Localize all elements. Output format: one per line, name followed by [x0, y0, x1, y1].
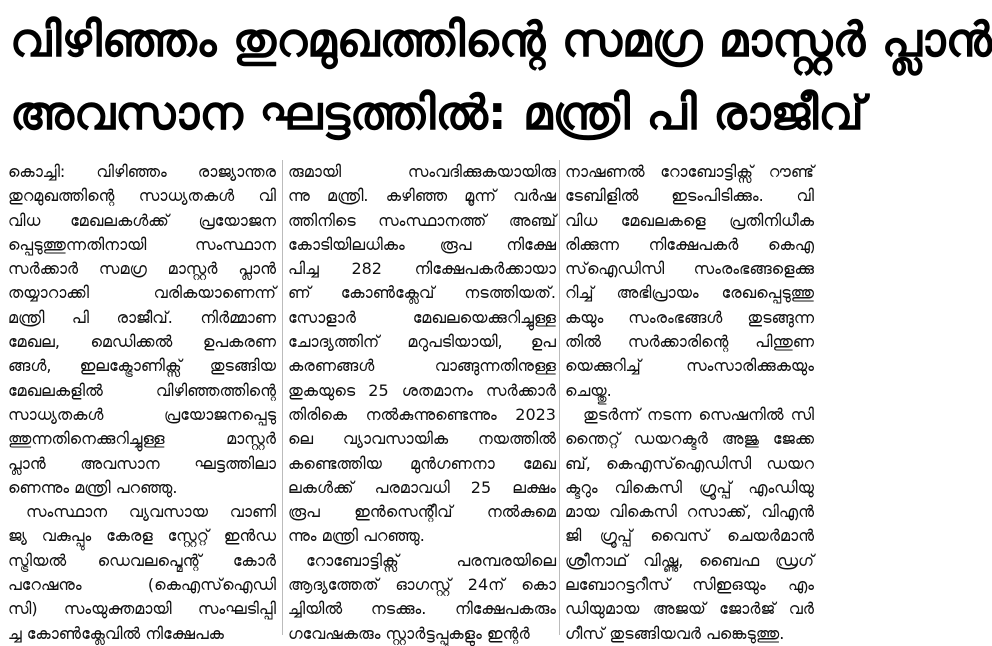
article-text-line: ക്ടറും വികെസി ഗ്രൂപ്പ് എംഡിയു: [565, 477, 814, 497]
article-text-line: തിരികെ നൽകുന്നുണ്ടെന്നും 2023: [288, 404, 556, 424]
article-text-line: ന്നു മന്ത്രി. കഴിഞ്ഞ മൂന്ന് വർഷ: [288, 186, 556, 206]
article-text-line: ത്തുന്നതിനെക്കുറിച്ചുള്ള മാസ്റ്റർ: [8, 429, 276, 449]
article-text-line: റിച്ച് അഭിപ്രായം രേഖപ്പെടുത്തു: [565, 283, 814, 303]
article-text-line: കരണങ്ങൾ വാങ്ങുന്നതിനുള്ള: [288, 356, 556, 376]
article-text-line: നാഷണൽ റോബോട്ടിക്സ് റൗണ്ട്: [565, 162, 814, 181]
article-text-line: പറേഷനും (കെഎസ്ഐഡി: [8, 575, 276, 595]
article-text-line: വിധ മേഖലകളെ പ്രതിനിധീക: [565, 210, 814, 230]
article-body: [8, 160, 814, 643]
article-text-line: ചെയ്തു.: [565, 380, 612, 400]
article-text-line: പ്പെടുത്തുന്നതിനായി സംസ്ഥാന: [8, 234, 276, 254]
article-text-line: ഗവേഷകരും സ്റ്റാർട്ടപ്പുകളും ഇന്റർ: [288, 623, 530, 643]
article-text-line: ചോദ്യത്തിന് മറുപടിയായി, ഉപ: [288, 332, 556, 352]
article-text-line: മായ വികെസി റസാക്ക്, വിഎൻ: [565, 502, 814, 522]
article-text-line: സാധ്യതകൾ പ്രയോജനപ്പെടു: [8, 404, 276, 424]
article-text-line: കയും സംരംഭങ്ങൾ തുടങ്ങുന്ന: [565, 307, 814, 327]
article-column-1: [8, 160, 276, 643]
article-text-line: ബ്, കെഎസ്ഐഡിസി ഡയറ: [565, 453, 814, 473]
article-text-line: മേഖലകളിൽ വിഴിഞ്ഞത്തിന്റെ: [8, 380, 276, 400]
article-text-line: തയ്യാറാക്കി വരികയാണെന്ന്: [8, 283, 276, 303]
article-text-line: രൂപ ഇൻസെന്റീവ് നൽകുമെ: [288, 502, 556, 522]
article-text-line: പ്ലാൻ അവസാന ഘട്ടത്തിലാ: [8, 453, 276, 473]
article-text-line: സ്ഐഡിസി സംരംഭങ്ങളെക്കു: [565, 259, 814, 279]
article-text-line: സ്ട്രിയൽ ഡെവലപ്മെന്റ് കോർ: [8, 550, 276, 570]
article-text-line: ശ്രീനാഥ് വിഷ്ണു, ബൈഫ ഡ്രഗ്: [565, 550, 814, 570]
article-text-line: തുടർന്ന് നടന്ന സെഷനിൽ സി: [583, 404, 814, 424]
article-text-line: രിക്കുന്ന നിക്ഷേപകർ കെഎ: [565, 234, 814, 254]
article-text-line: റോബോട്ടിക്സ് പരമ്പരയിലെ: [306, 550, 556, 570]
article-text-line: ജി ഗ്രൂപ്പ് വൈസ് ചെയർമാൻ: [565, 526, 814, 546]
article-text-line: കൊച്ചി: വിഴിഞ്ഞം രാജ്യാന്തര: [8, 162, 276, 181]
article-text-line: യെക്കുറിച്ച് സംസാരിക്കുകയും: [565, 356, 814, 376]
article-text-line: ന്നും മന്ത്രി പറഞ്ഞു.: [288, 526, 425, 546]
article-text-line: ച്ച കോൺക്ലേവിൽ നിക്ഷേപക: [8, 623, 224, 643]
article-text-line: ണ് കോൺക്ലേവ് നടത്തിയത്.: [288, 283, 556, 303]
article-text-line: ത്തിനിടെ സംസ്ഥാനത്ത് അഞ്ച്: [288, 210, 556, 230]
article-text-line: മേഖല, മെഡിക്കൽ ഉപകരണ: [8, 332, 276, 352]
article-text-line: തുറമുഖത്തിന്റെ സാധ്യതകൾ വി: [8, 186, 276, 206]
article-text-line: ഗീസ് തുടങ്ങിയവർ പങ്കെടുത്തു.: [565, 623, 785, 643]
article-text-line: ആദ്യത്തേത് ഓഗസ്റ്റ് 24ന് കൊ: [288, 575, 556, 595]
article-text-line: ണെന്നും മന്ത്രി പറഞ്ഞു.: [8, 477, 178, 497]
article-text-line: ടേബിളിൽ ഇടംപിടിക്കും. വി: [565, 186, 814, 206]
article-text-line: ലബോറട്ടറീസ് സിഇഒയും എം: [565, 575, 814, 595]
article-text-line: മന്ത്രി പി രാജീവ്. നിർമ്മാണ: [8, 307, 276, 327]
article-text-line: ച്ചിയിൽ നടക്കും. നിക്ഷേപകരും: [288, 599, 556, 619]
article-text-line: തുകയുടെ 25 ശതമാനം സർക്കാർ: [288, 380, 556, 400]
headline-line-2: അവസാന ഘട്ടത്തിൽ: മന്ത്രി പി രാജീവ്: [10, 86, 864, 141]
headline-line-1: വിഴിഞ്ഞം തുറമുഖത്തിന്റെ സമഗ്ര മാസ്റ്റർ പ്ലാൻ: [10, 13, 992, 68]
article-text-line: ഡിയുമായ അജയ് ജോർജ് വർ: [565, 599, 814, 619]
article-text-line: ന്തൈറ്റ് ഡയറക്ടർ അജു ജേക്ക: [565, 429, 814, 449]
article-column-3: [565, 160, 814, 643]
article-text-line: ലെ വ്യാവസായിക നയത്തിൽ: [288, 429, 556, 449]
article-text-line: സി) സംയുക്തമായി സംഘടിപ്പി: [8, 599, 276, 619]
article-text-line: സർക്കാർ സമഗ്ര മാസ്റ്റർ പ്ലാൻ: [8, 259, 276, 279]
article-text-line: സംസ്ഥാന വ്യവസായ വാണി: [26, 502, 276, 522]
article-text-line: സോളാർ മേഖലയെക്കുറിച്ചുള്ള: [288, 307, 556, 327]
article-column-2: [288, 160, 556, 643]
article-text-line: രുമായി സംവദിക്കുകയായിരു: [288, 162, 556, 181]
article-text-line: ലകൾക്ക് പരമാവധി 25 ലക്ഷം: [288, 477, 556, 497]
article-text-line: തിൽ സർക്കാരിന്റെ പിന്തുണ: [565, 332, 814, 352]
article-text-line: ങ്ങൾ, ഇലക്ട്രോണിക്സ് തുടങ്ങിയ: [8, 356, 276, 376]
article-text-line: കോടിയിലധികം രൂപ നിക്ഷേ: [288, 234, 556, 254]
article-text-line: വിധ മേഖലകൾക്ക് പ്രയോജന: [8, 210, 276, 230]
article-text-line: പിച്ച 282 നിക്ഷേപകർക്കായാ: [288, 259, 556, 279]
article-text-line: കണ്ടെത്തിയ മുൻഗണനാ മേഖ: [288, 453, 556, 473]
article-text-line: ജ്യ വകുപ്പും കേരള സ്റ്റേറ്റ് ഇൻഡ: [8, 526, 276, 546]
